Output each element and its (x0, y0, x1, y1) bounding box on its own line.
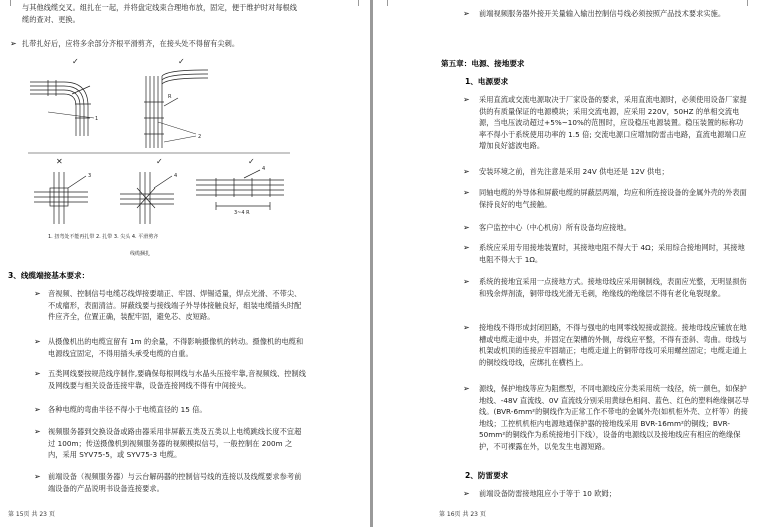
subsection-heading: 2、防雷要求 (465, 471, 509, 480)
list-item: 五类网线要按规范线序制作,要确保每根网线与水晶头压接牢靠,音视频线、控制线及网线要与相关设备连接牢靠，设备连接网线不得有中间接头。 (48, 369, 306, 390)
list-item: 音视频、控制信号电缆芯线焊接要端正、牢固、焊锡适量，焊点光滑、不带尖、不成瘤形，表面清洁。屏蔽线要与接线端子外导体接触良好，组装电缆插头时配件应齐全，位置正确，装配牢固，避免芯、皮短路。 (48, 289, 302, 322)
bullet-arrow-icon: ➢ (463, 9, 470, 18)
bullet-arrow-icon: ➢ (463, 323, 470, 332)
bullet-arrow-icon: ➢ (463, 188, 470, 197)
list-item: 从摄像机出的电缆宜留有 1m 的余量，不得影响摄像机的转动。摄像机的电缆和电源线宜固定，不得用插头承受电缆的自重。 (48, 337, 304, 358)
check-mark: ✓ (178, 57, 185, 66)
bullet-arrow-icon: ➢ (10, 39, 17, 48)
callout-label: 1 (95, 116, 99, 122)
dimension-label: 3~4 R (234, 210, 250, 216)
bullet-arrow-icon: ➢ (463, 223, 470, 232)
cross-mark: ✕ (56, 157, 63, 166)
callout-label: 3 (88, 173, 92, 179)
list-item: 前端设备防雷接地阻应小于等于 10 欧姆； (479, 489, 616, 498)
list-item: 前端设备（视频服务器）与云台解码器的控制信号线的连接以及线缆要求参考前端设备的产品说明书设备连接要求。 (48, 472, 302, 493)
document-page-left (0, 0, 370, 527)
list-item: 接地线不得形成封闭回路，不得与强电的电网零线短接或混接。接地母线应铺放在地槽或电缆走道中央，并固定在架槽的外侧，母线应平整，不得有歪斜、弯曲。母线与机架或机顶的连接应牢固端正；电缆走道上的铜带母线可采用螺丝固定；电缆走道上的铜绞线母线，应绑扎在横档上。 (479, 323, 747, 367)
callout-label: R (168, 94, 172, 100)
page-footer: 第 15页 共 23 页 (8, 511, 55, 518)
cable-diagram-figure (28, 56, 290, 264)
check-mark: ✓ (72, 57, 79, 66)
bullet-arrow-icon: ➢ (463, 277, 470, 286)
check-mark: ✓ (156, 157, 163, 166)
bullet-arrow-icon: ➢ (463, 167, 470, 176)
cable-trimmed-straight (196, 170, 284, 210)
subsection-heading: 1、电源要求 (465, 77, 509, 86)
list-item: 同轴电缆的外导体和屏蔽电缆的屏蔽层两端，均应和所连接设备的金属外壳的外表面保持良好的电气接触。 (479, 188, 747, 209)
diagram-legend: 1. 扭弯处不能再扎带 2. 扎带 3. 尖头 4. 平滑剪齐 (48, 234, 159, 240)
list-item: 源线，保护地线等应为阻燃型，不同电源线应分类采用统一线径，统一颜色，如保护地线、-48V 直流线、0V 直流线分别采用黄绿色相间、蓝色、红色的塑料绝缘铜芯导线。(BVR-6mm²的铜线作为正常工作不带电的金属外壳(如机柜外壳、立杆等）的接地线；工控机机柜内电源地通保护器的接地线采用 BVR-16mm²的铜线；BVR-50mm²的铜线作为系统接地引下线），设备的电源线以及接地线应有相应的绝缘保护，不可裸露在外，以免发生电源短路。 (479, 384, 749, 451)
page-footer: 第 16页 共 23 页 (439, 511, 486, 518)
list-item: 安装环境之前，首先注意是采用 24V 供电还是 12V 供电； (479, 167, 669, 176)
corner-mark (747, 0, 754, 6)
list-item: 采用直流或交流电源取决于厂家设备的要求，采用直流电源时，必须使用设备厂家提供的有质量保证的电源模块；采用交流电源，应采用 220V，50HZ 的单相交流电源，当电压波动超过+5%~10%的范围时，应设稳压电源装置。稳压装置的标称功率不得小于系统使用功率的 1.5 倍; 交流电源口应增加防雷击电路，直流电源端口应增加良好滤波电路。 (479, 95, 747, 151)
callout-lines (48, 112, 196, 142)
list-item: 各种电缆的弯曲半径不得小于电缆直径的 15 倍。 (48, 405, 207, 414)
corner-mark (358, 0, 365, 6)
diagram-caption: 线缆捆扎 (130, 251, 151, 257)
continued-paragraph: 与其他线缆交叉。组扎在一起，并将盘定线束合理地布放，固定，便于维护时对每根线缆的查对、更换。 (22, 3, 298, 24)
list-item: 系统的接地宜采用一点接地方式。接地母线应采用铜制线，表面应光整，无明显损伤和残余焊剂渣，铜带母线光滑无毛刺，绝缘线的绝缘层不得有老化龟裂现象。 (479, 277, 747, 298)
callout-label: 4 (262, 166, 266, 172)
bullet-arrow-icon: ➢ (34, 369, 41, 378)
list-item: 扎带扎好后，应将多余部分齐根平滑剪齐，在接头处不得留有尖刺。 (22, 39, 240, 48)
bullet-arrow-icon: ➢ (34, 427, 41, 436)
bullet-arrow-icon: ➢ (34, 405, 41, 414)
bent-cable-left (30, 80, 91, 136)
bullet-arrow-icon: ➢ (34, 337, 41, 346)
corner-mark (4, 0, 11, 6)
check-mark: ✓ (248, 157, 255, 166)
bullet-arrow-icon: ➢ (463, 384, 470, 393)
list-item: 前端视频服务器外接开关量输入输出控制信号线必须按照产品技术要求实施。 (479, 9, 726, 18)
callout-label: 4 (174, 173, 178, 179)
corner-mark (381, 0, 388, 6)
bullet-arrow-icon: ➢ (34, 289, 41, 298)
callout-label: 2 (198, 134, 202, 140)
cable-cross-good (120, 172, 174, 224)
bullet-arrow-icon: ➢ (463, 243, 470, 252)
bullet-arrow-icon: ➢ (463, 95, 470, 104)
section-heading: 3、线缆端接基本要求： (8, 271, 90, 280)
list-item: 系统应采用专用接地装置时，其接地电阻不得大于 4Ω；采用综合接地网时，其接地电阻不得大于 1Ω。 (479, 243, 745, 264)
cable-bundling-diagram (28, 56, 290, 264)
bullet-arrow-icon: ➢ (463, 489, 470, 498)
cable-cross-bad (34, 172, 88, 224)
list-item: 视频服务器到交换设备或路由器采用非屏蔽五类及五类以上电缆跳线长度不宜超过 100m；传送摄像机到视频服务器的视频模拟信号，一般控制在 200m 之内，采用 SYV75-5，或 SYV75-3 电缆。 (48, 427, 302, 460)
chapter-heading: 第五章：电源、接地要求 (441, 59, 525, 68)
list-item: 客户监控中心（中心机房）所有设备均应接地。 (479, 223, 631, 232)
bullet-arrow-icon: ➢ (34, 472, 41, 481)
document-page-right (373, 0, 760, 527)
